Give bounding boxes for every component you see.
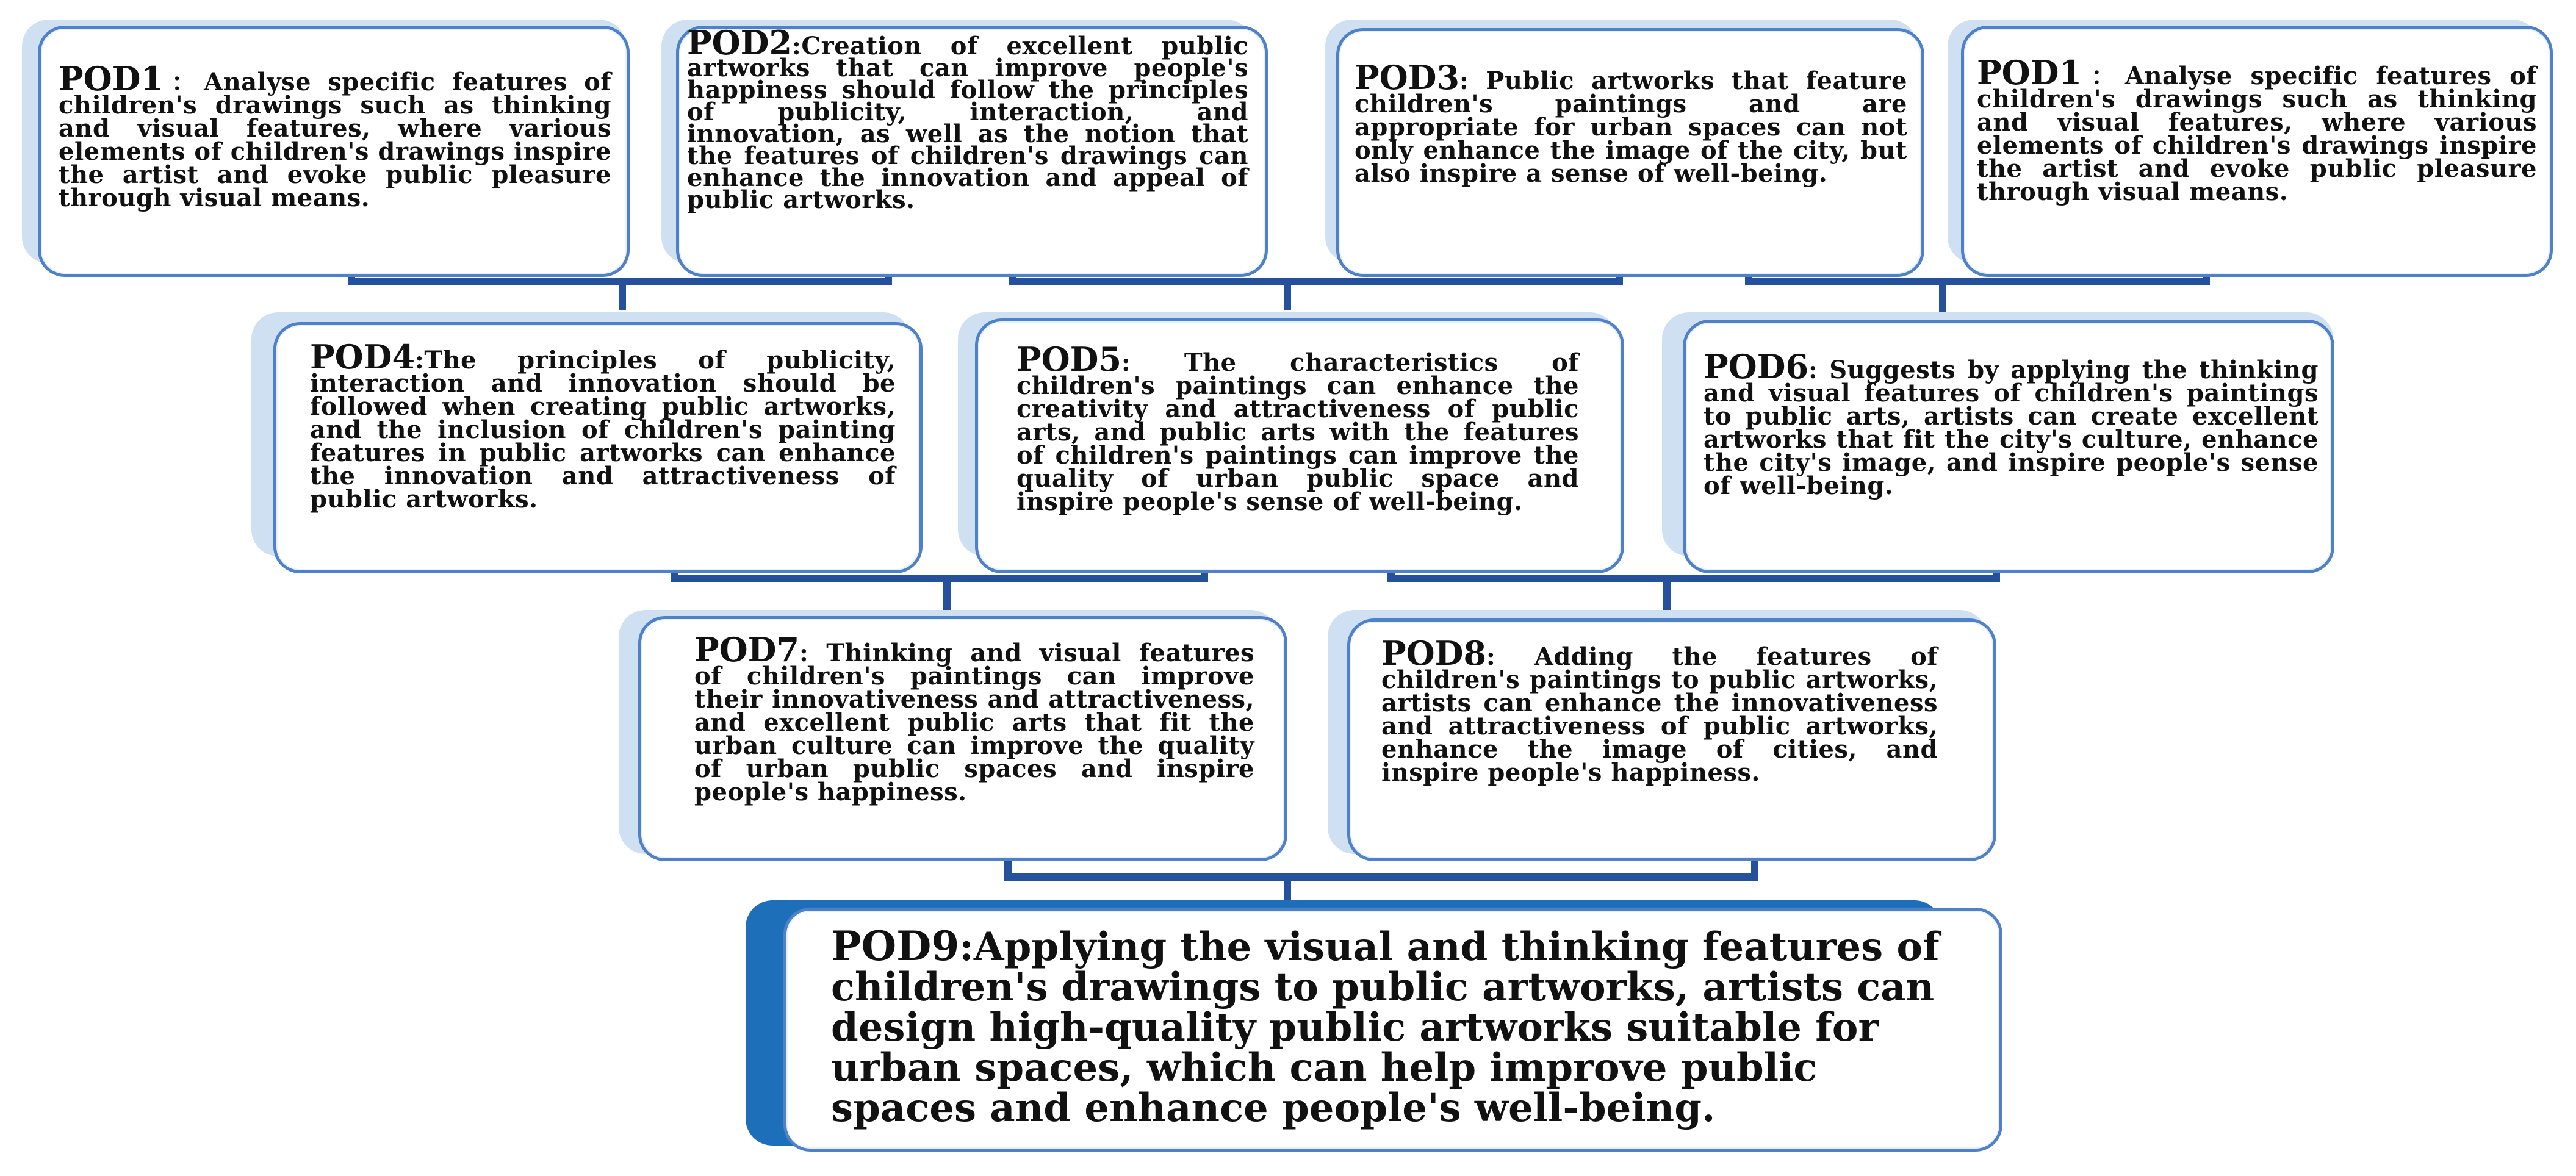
pod4-text: POD4:The principles of publicity, interaction and innovation should be followed when creating public artworks, and the inclusion of children's painting features in public artworks can enhance the innovation and attractiveness of public artworks.: [310, 337, 896, 514]
connector-to-pod6: [1939, 285, 1946, 315]
pod6-text: POD6: Suggests by applying the thinking and visual features of children's paintings to public arts, artists can create excellent artworks that fit the city's culture, enhance the city's image, and inspire people's sense of well-being.: [1704, 347, 2319, 500]
pod7-body: Thinking and visual features of children's paintings can improve their innovativeness and attractiveness, and excellent public arts that fit the urban culture can improve the quality of urban public spaces and inspire people's happiness.: [694, 639, 1254, 806]
pod5-text: POD5: The characteristics of children's paintings can enhance the creativity and attractiveness of public arts, and public arts with the features of children's paintings can improve the quality of urban public space and inspire people's sense of well-being.: [1016, 340, 1579, 516]
connector-to-pod4: [619, 285, 626, 310]
pod9-code: POD9: [831, 922, 960, 970]
pod3-text: POD3: Public artworks that feature children's paintings and are appropriate for urban spaces can not only enhance the image of the city, but also inspire a sense of well-being.: [1355, 58, 1907, 188]
pod6-body: Suggests by applying the thinking and visual features of children's paintings to public arts, artists can create excellent artworks that fit the city's culture, enhance the city's image, and inspire people's sense of well-being.: [1704, 356, 2319, 500]
connector-pod2-pod3-bar: [1009, 278, 1623, 285]
connector-pod3-pod1-bar: [1745, 278, 2210, 285]
pod8-body: Adding the features of children's paintings to public artworks, artists can enhance the innovativeness and attractiveness of public artworks, enhance the image of cities, and inspire people's happiness.: [1381, 642, 1938, 787]
connector-to-pod5: [1284, 285, 1291, 310]
connector-pod5-pod6-bar: [1387, 575, 2000, 582]
connector-pod8-drop: [1751, 861, 1758, 881]
pod4-body: The principles of publicity, interaction and innovation should be followed when creating public artworks, and the inclusion of children's painting features in public artworks can enhance the innovation and attractiveness of public artworks.: [310, 346, 896, 514]
pod3-code: POD3: [1355, 58, 1460, 97]
pod5-code: POD5: [1016, 340, 1122, 379]
connector-pod4-pod5-bar: [671, 575, 1208, 582]
connector-to-pod9: [1284, 881, 1291, 903]
pod8-code: POD8: [1381, 634, 1487, 673]
connector-pod7-drop: [1004, 861, 1012, 881]
pod1-right-body: Analyse specific features of children's drawings such as thinking and visual features, where various elements of children's drawings inspire the artist and evoke public pleasure through visual means.: [1977, 62, 2538, 206]
pod2-code: POD2: [687, 23, 793, 62]
pod9-body: Applying the visual and thinking features of children's drawings to public artworks, artists can design high-quality public artworks suitable for urban spaces, which can help improve public spaces and enhance people's well-being.: [831, 924, 1940, 1131]
pod4-code: POD4: [310, 337, 416, 376]
pod2-body: Creation of excellent public artworks that can improve people's happiness should follow the principles of publicity, interaction, and innovation, as well as the notion that the features of children's drawings can enhance the innovation and appeal of public artworks.: [687, 32, 1248, 214]
pod2-text: POD2:Creation of excellent public artworks that can improve people's happiness should follow the principles of publicity, interaction, and innovation, as well as the notion that the features of children's drawings can enhance the innovation and appeal of public artworks.: [687, 23, 1248, 214]
pod6-code: POD6: [1704, 347, 1809, 386]
pod1-right-text: POD1：Analyse specific features of children's drawings such as thinking and visual features, where various elements of children's drawings inspire the artist and evoke public pleasure through visual means.: [1977, 53, 2538, 206]
pod7-code: POD7: [694, 630, 800, 669]
pod9-text: POD9:Applying the visual and thinking features of children's drawings to public artworks, artists can design high-quality public artworks suitable for urban spaces, which can help improve public spaces and enhance people's well-being.: [831, 922, 1940, 1131]
pod3-body: Public artworks that feature children's paintings and are appropriate for urban spaces can not only enhance the image of the city, but also inspire a sense of well-being.: [1355, 66, 1907, 188]
pod7-text: POD7: Thinking and visual features of children's paintings can improve their innovativeness and attractiveness, and excellent public arts that fit the urban culture can improve the quality of urban public spaces and inspire people's happiness.: [694, 630, 1254, 806]
pod5-body: The characteristics of children's paintings can enhance the creativity and attractiveness of public arts, and public arts with the features of children's paintings can improve the quality of urban public space and inspire people's sense of well-being.: [1016, 348, 1579, 516]
pod1-left-code: POD1: [59, 59, 164, 98]
pod1-right-code: POD1: [1977, 53, 2082, 92]
pod1-left-body: Analyse specific features of children's drawings such as thinking and visual features, where various elements of children's drawings inspire the artist and evoke public pleasure through visual means.: [59, 68, 612, 212]
connector-pod7-pod8-bar: [1004, 873, 1758, 881]
pod8-text: POD8: Adding the features of children's paintings to public artworks, artists can enhance the innovativeness and attractiveness of public artworks, enhance the image of cities, and inspire people's happiness.: [1381, 634, 1938, 787]
pod1-left-text: POD1：Analyse specific features of children's drawings such as thinking and visual features, where various elements of children's drawings inspire the artist and evoke public pleasure through visual means.: [59, 59, 612, 212]
connector-pod1-pod2-bar: [348, 278, 892, 285]
